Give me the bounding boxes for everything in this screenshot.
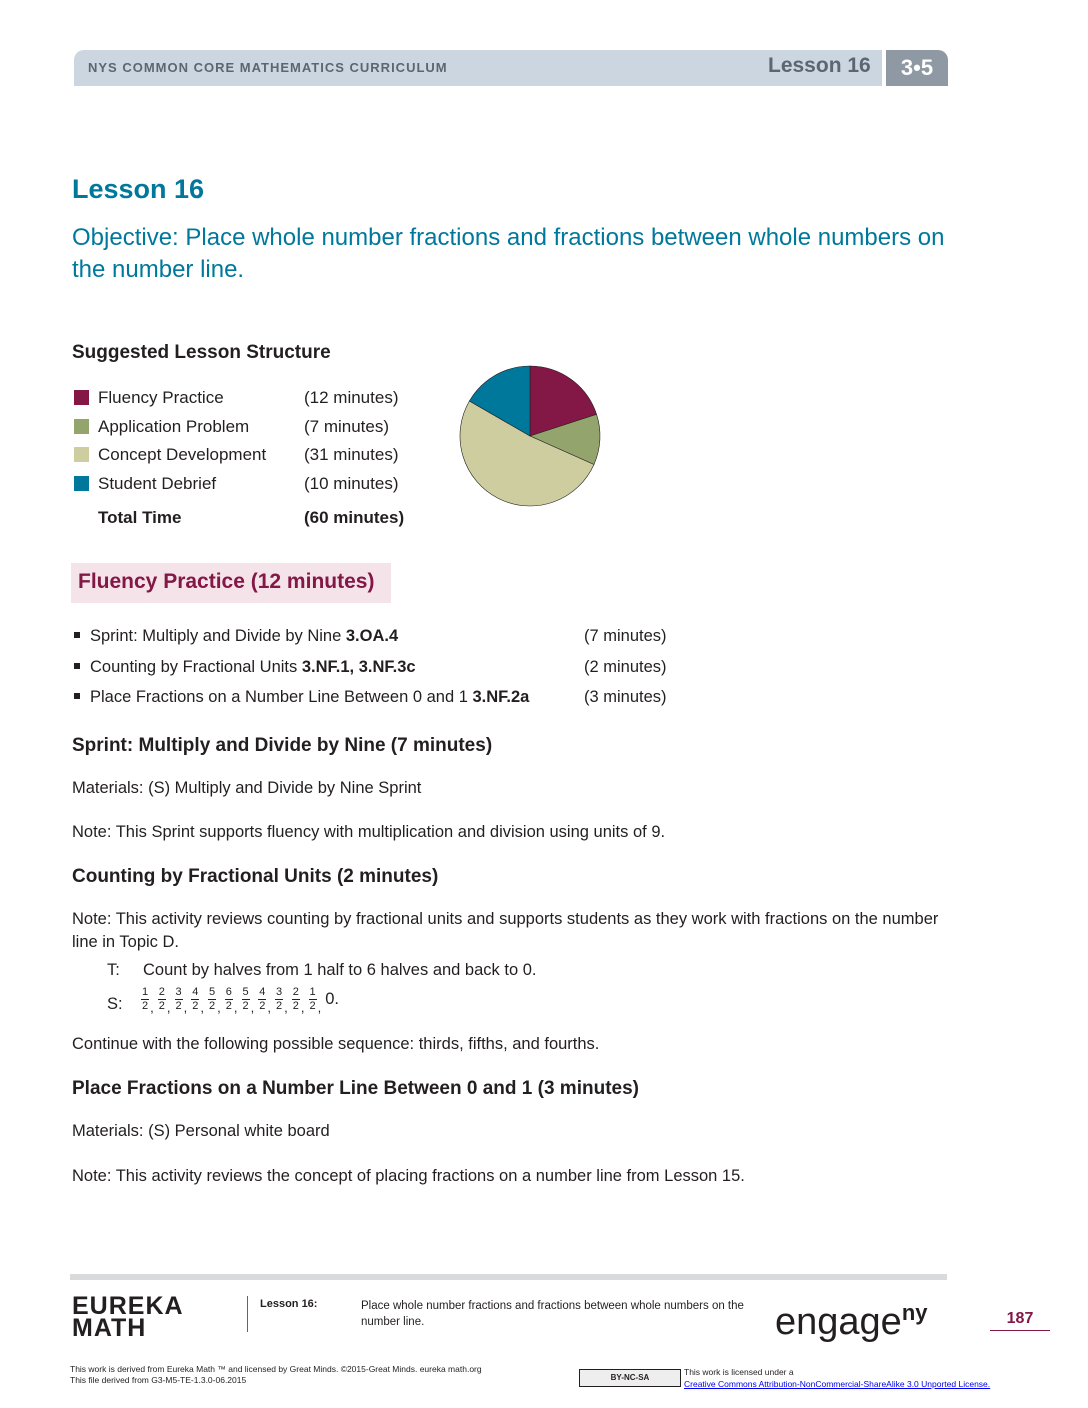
fraction: $\frac{5}{2}$ bbox=[209, 986, 216, 1012]
license-text bbox=[70, 1364, 482, 1386]
student-fraction-sequence bbox=[141, 986, 339, 1022]
eureka-math-logo bbox=[72, 1292, 184, 1342]
lesson-structure-pie-chart bbox=[458, 364, 602, 508]
objective: Objective: Place whole number fractions and fractions between whole numbers on the number line. bbox=[72, 224, 945, 283]
fraction: $\frac{4}{2}$ bbox=[259, 986, 266, 1012]
fraction: $\frac{3}{2}$ bbox=[276, 986, 283, 1012]
comma: , bbox=[200, 999, 204, 1015]
teacher-text: Count by halves from 1 half to 6 halves and back to 0. bbox=[143, 961, 537, 979]
fraction: $\frac{4}{2}$ bbox=[192, 986, 199, 1012]
counting-note: Note: This activity reviews counting by fractional units and supports students as they work with fractions on the number line in Topic D. bbox=[72, 910, 939, 951]
fraction: $\frac{3}{2}$ bbox=[175, 986, 182, 1012]
module-badge: 3•5 bbox=[886, 50, 948, 86]
structure-label: Concept Development bbox=[98, 445, 267, 464]
fluency-item-text: Counting by Fractional Units bbox=[90, 658, 302, 676]
fraction: $\frac{5}{2}$ bbox=[242, 986, 249, 1012]
bullet-icon bbox=[74, 632, 80, 638]
fluency-item-standard: 3.OA.4 bbox=[345, 627, 399, 645]
fluency-item-text: Place Fractions on a Number Line Between 0 and 1 bbox=[90, 688, 473, 706]
fraction: $\frac{2}{2}$ bbox=[292, 986, 299, 1012]
structure-row bbox=[74, 388, 399, 412]
logo-line: EUREKA bbox=[72, 1292, 184, 1320]
fraction: $\frac{2}{2}$ bbox=[158, 986, 165, 1012]
student-label: S: bbox=[107, 995, 123, 1013]
fraction: $\frac{1}{2}$ bbox=[309, 986, 316, 1012]
sprint-note: Note: This Sprint supports fluency with multiplication and division using units of 9. bbox=[72, 823, 666, 841]
application-swatch bbox=[74, 419, 89, 434]
comma: , bbox=[300, 999, 305, 1015]
ny-text: ny bbox=[901, 1300, 928, 1325]
total-label: Total Time bbox=[98, 508, 182, 527]
logo-line: MATH bbox=[72, 1314, 147, 1342]
fluency-swatch bbox=[74, 390, 89, 405]
structure-label: Student Debrief bbox=[98, 474, 217, 493]
place-heading: Place Fractions on a Number Line Between 0 and 1 (3 minutes) bbox=[72, 1078, 639, 1099]
comma: , bbox=[166, 999, 171, 1015]
sprint-materials: Materials: (S) Multiply and Divide by Nine Sprint bbox=[72, 779, 422, 797]
fluency-item-minutes: (7 minutes) bbox=[584, 627, 667, 645]
footer-rule bbox=[70, 1274, 947, 1280]
counting-continue: Continue with the following possible sequence: thirds, fifths, and fourths. bbox=[72, 1035, 600, 1053]
curriculum-label: NYS COMMON CORE MATHEMATICS CURRICULUM bbox=[88, 60, 448, 75]
structure-label: Fluency Practice bbox=[98, 388, 224, 407]
fluency-item bbox=[74, 627, 667, 649]
structure-label: Application Problem bbox=[98, 417, 250, 436]
sprint-heading: Sprint: Multiply and Divide by Nine (7 minutes) bbox=[72, 735, 493, 756]
structure-row bbox=[74, 474, 399, 498]
cc-license-text bbox=[684, 1366, 990, 1390]
counting-heading: Counting by Fractional Units (2 minutes) bbox=[72, 866, 439, 887]
structure-minutes: (10 minutes) bbox=[304, 474, 399, 493]
fluency-item-standard: 3.NF.1, 3.NF.3c bbox=[301, 658, 416, 676]
comma: , bbox=[233, 999, 238, 1015]
page-title: Lesson 16 bbox=[72, 174, 205, 204]
fluency-item-text: Sprint: Multiply and Divide by Nine bbox=[90, 627, 346, 645]
cc-license-link[interactable]: Creative Commons Attribution-NonCommercial-ShareAlike 3.0 Unported License. bbox=[684, 1379, 991, 1389]
comma: , bbox=[217, 999, 221, 1015]
comma: , bbox=[284, 999, 288, 1015]
cc-license-badge: BY-NC-SA bbox=[579, 1369, 681, 1387]
comma: , bbox=[267, 999, 271, 1015]
place-note: Note: This activity reviews the concept of placing fractions on a number line from Lesson 15. bbox=[72, 1167, 745, 1185]
structure-row bbox=[74, 417, 390, 441]
footer-lesson: Lesson 16: bbox=[260, 1298, 318, 1310]
fraction: $\frac{6}{2}$ bbox=[225, 986, 232, 1012]
structure-minutes: (12 minutes) bbox=[304, 388, 399, 407]
license-line: This work is derived from Eureka Math ™ and licensed by Great Minds. ©2015-Great Minds. eureka math.org bbox=[70, 1364, 482, 1374]
engage-text: engage bbox=[775, 1301, 902, 1343]
structure-row bbox=[74, 445, 399, 469]
structure-heading: Suggested Lesson Structure bbox=[72, 342, 331, 363]
fluency-item bbox=[74, 658, 667, 680]
fraction: $\frac{1}{2}$ bbox=[142, 986, 149, 1012]
place-materials: Materials: (S) Personal white board bbox=[72, 1122, 330, 1140]
footer-divider bbox=[247, 1296, 248, 1332]
page-number-rule bbox=[990, 1330, 1050, 1331]
bullet-icon bbox=[74, 693, 80, 699]
comma: , bbox=[317, 999, 322, 1015]
footer-objective: Place whole number fractions and fractions between whole numbers on the number line. bbox=[361, 1300, 744, 1328]
concept-swatch bbox=[74, 447, 89, 462]
structure-minutes: (7 minutes) bbox=[304, 417, 390, 436]
sequence-end: 0. bbox=[325, 990, 340, 1008]
structure-minutes: (31 minutes) bbox=[304, 445, 399, 464]
fluency-item-standard: 3.NF.2a bbox=[472, 688, 530, 706]
cc-text-line: This work is licensed under a bbox=[684, 1367, 794, 1377]
page-number: 187 bbox=[1006, 1310, 1034, 1327]
engageny-logo bbox=[775, 1300, 928, 1344]
comma: , bbox=[183, 999, 188, 1015]
fluency-item bbox=[74, 688, 667, 710]
fluency-item-minutes: (3 minutes) bbox=[584, 688, 667, 706]
bullet-icon bbox=[74, 663, 80, 669]
debrief-swatch bbox=[74, 476, 89, 491]
total-minutes: (60 minutes) bbox=[304, 508, 405, 527]
comma: , bbox=[150, 999, 154, 1015]
license-line: This file derived from G3-M5-TE-1.3.0-06.2015 bbox=[70, 1375, 247, 1385]
fluency-item-minutes: (2 minutes) bbox=[584, 658, 667, 676]
header-lesson: Lesson 16 bbox=[768, 54, 871, 77]
comma: , bbox=[250, 999, 255, 1015]
fluency-heading: Fluency Practice (12 minutes) bbox=[78, 570, 375, 593]
teacher-label: T: bbox=[107, 961, 120, 979]
